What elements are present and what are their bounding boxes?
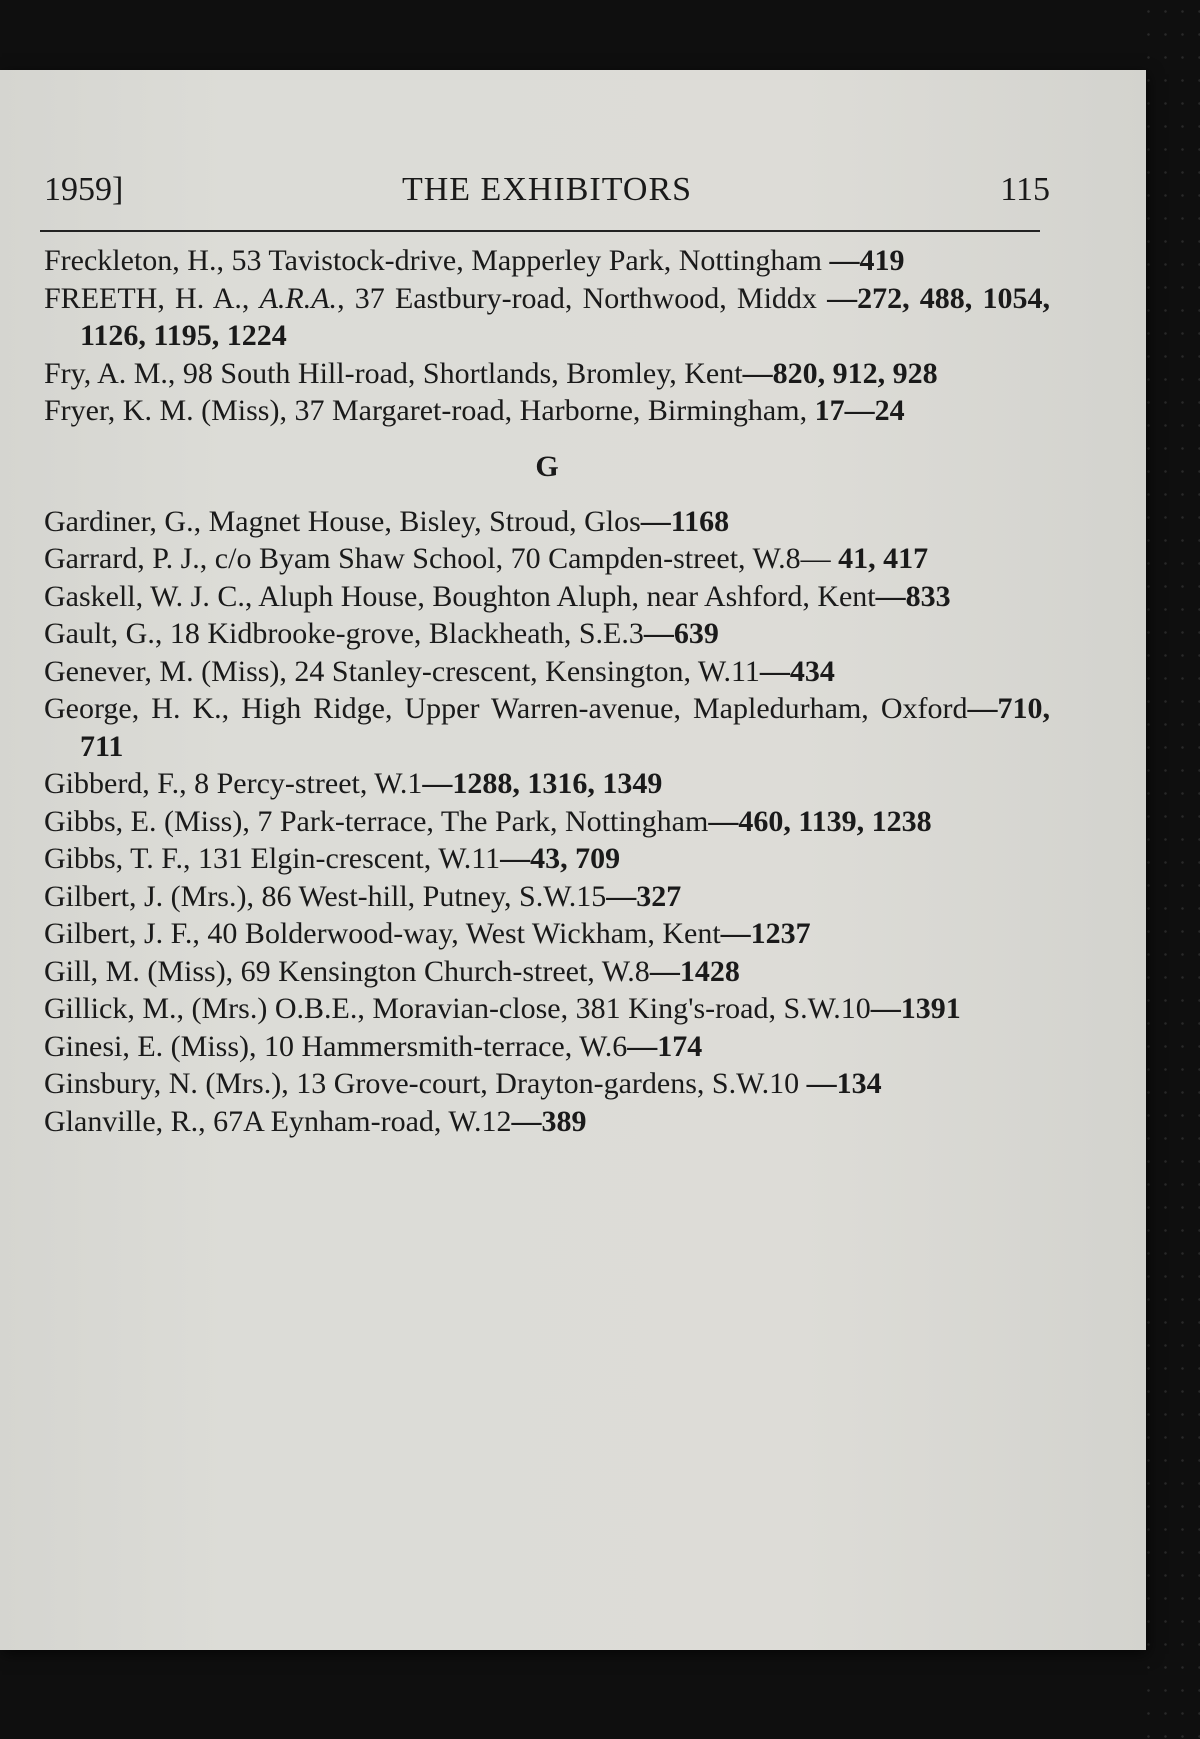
list-item (44, 1065, 1050, 1103)
entry-text: Genever, M. (Miss), 24 Stanley-crescent, Kensington, W.11 (44, 654, 760, 688)
entry-text: Fryer, K. M. (Miss), 37 Margaret-road, Harborne, Birmingham, (44, 394, 815, 427)
list-item (44, 392, 1050, 430)
entry-text: Glanville, R., 67A Eynham-road, W.12 (44, 1104, 512, 1138)
running-head (44, 170, 1050, 210)
entry-numbers: —1391 (870, 992, 961, 1025)
section-letter: G (535, 449, 559, 483)
entry-numbers: —1237 (720, 917, 811, 950)
entry-text: Gill, M. (Miss), 69 Kensington Church-street, W.8 (44, 954, 650, 988)
list-item (44, 953, 1050, 991)
entry-numbers: —820, 912, 928 (742, 356, 938, 390)
list-item (44, 578, 1050, 616)
entry-numbers: —134 (806, 1067, 882, 1100)
entry-text: Gibbs, E. (Miss), 7 Park-terrace, The Park, Nottingham (44, 804, 709, 838)
entry-numbers: —327 (606, 879, 682, 913)
entry-text: Garrard, P. J., c/o Byam Shaw School, 70 Campden-street, W.8— (44, 542, 839, 575)
entry-text: Gillick, M., (Mrs.) O.B.E., Moravian-close, 381 King's-road, S.W.10 (44, 992, 871, 1025)
list-item (44, 1028, 1050, 1066)
header-rule (40, 230, 1040, 232)
entry-numbers: —434 (759, 654, 835, 688)
list-item (44, 878, 1050, 916)
section-g-list (44, 503, 1050, 1141)
list-item (44, 280, 1050, 355)
book-page (0, 70, 1146, 1650)
list-item (44, 840, 1050, 878)
list-item (44, 915, 1050, 953)
entry-text: Fry, A. M., 98 South Hill-road, Shortlands, Bromley, Kent (44, 356, 743, 390)
entry-text: Gardiner, G., Magnet House, Bisley, Stroud, Glos (44, 504, 641, 538)
list-item (44, 540, 1050, 578)
entry-numbers: —833 (875, 579, 951, 613)
list-item (44, 690, 1050, 765)
entry-numbers: —639 (643, 617, 719, 650)
list-item (44, 503, 1050, 541)
exhibitor-list (44, 242, 1050, 1140)
list-item (44, 355, 1050, 393)
entry-qualification: A.R.A. (259, 281, 338, 315)
entry-numbers: —1288, 1316, 1349 (422, 767, 663, 800)
entry-numbers: 17—24 (814, 394, 905, 427)
entry-text: Freckleton, H., 53 Tavistock-drive, Mapperley Park, Nottingham (44, 244, 830, 277)
entry-text: Ginsbury, N. (Mrs.), 13 Grove-court, Drayton-gardens, S.W.10 (44, 1067, 807, 1100)
entry-text: FREETH, H. A., (44, 281, 260, 315)
list-item (44, 803, 1050, 841)
page-title: THE EXHIBITORS (401, 171, 693, 208)
entry-numbers: —710, 711 (80, 692, 1050, 763)
page-number: 115 (1000, 171, 1050, 208)
background-texture (1140, 0, 1200, 1739)
entry-numbers: —389 (511, 1104, 587, 1138)
entry-numbers: —1168 (640, 504, 730, 538)
entry-numbers: —460, 1139, 1238 (708, 804, 932, 838)
list-item (44, 1103, 1050, 1141)
list-item (44, 990, 1050, 1028)
list-item (44, 242, 1050, 280)
entry-text: Gibberd, F., 8 Percy-street, W.1 (44, 767, 423, 800)
entry-text: Gaskell, W. J. C., Aluph House, Boughton Aluph, near Ashford, Kent (44, 579, 876, 613)
entry-text: Gault, G., 18 Kidbrooke-grove, Blackheath, S.E.3 (44, 617, 644, 650)
entry-text: Gilbert, J. F., 40 Bolderwood-way, West Wickham, Kent (44, 917, 721, 950)
entry-numbers: 41, 417 (838, 542, 929, 575)
header-year: 1959] (44, 171, 124, 208)
entry-numbers: —174 (627, 1029, 703, 1063)
entry-text: Gibbs, T. F., 131 Elgin-crescent, W.11 (44, 842, 501, 875)
entry-text: Gilbert, J. (Mrs.), 86 West-hill, Putney, S.W.15 (44, 879, 607, 913)
entry-text: George, H. K., High Ridge, Upper Warren-avenue, Mapledurham, Oxford (44, 692, 968, 725)
entry-numbers: —419 (829, 244, 905, 277)
entry-numbers: —43, 709 (500, 842, 621, 875)
list-item (44, 765, 1050, 803)
entry-text: Ginesi, E. (Miss), 10 Hammersmith-terrace, W.6 (44, 1029, 628, 1063)
entry-numbers: —1428 (649, 954, 740, 988)
entry-text-continued: , 37 Eastbury-road, Northwood, Middx (337, 281, 828, 315)
entry-numbers: —272, 488, 1054, 1126, 1195, 1224 (80, 281, 1050, 352)
list-item (44, 615, 1050, 653)
list-item (44, 653, 1050, 691)
